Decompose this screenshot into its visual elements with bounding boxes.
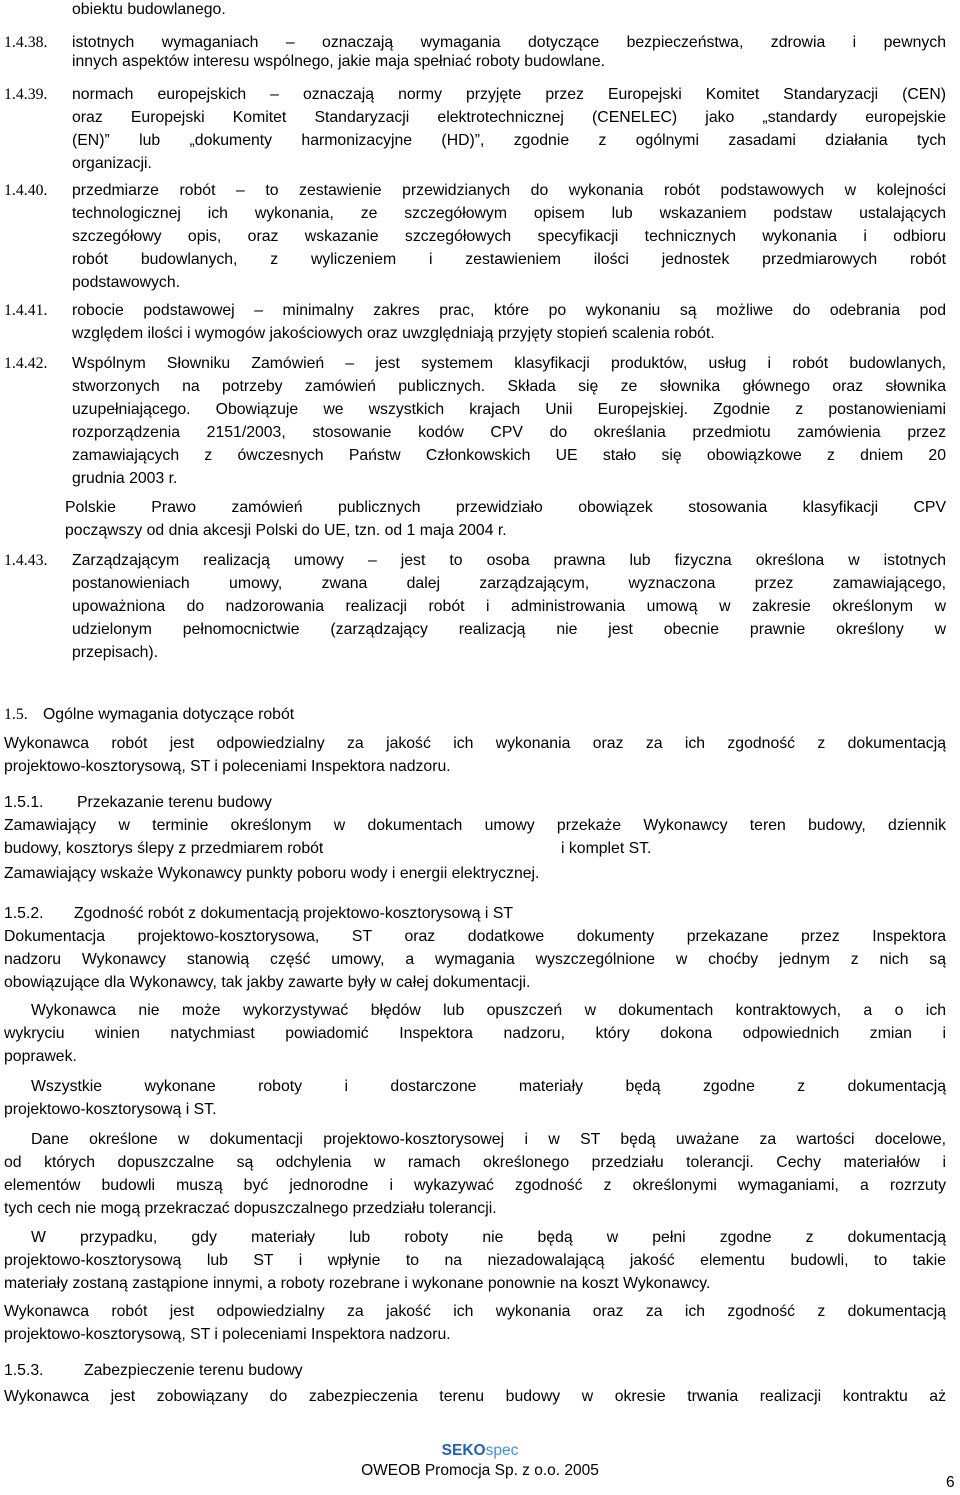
definition-line: szczegółowy opis, oraz wskazanie szczegółowych specyfikacji technicznych wykonania i odbioru xyxy=(72,228,946,245)
paragraph-line: Wykonawca robót jest odpowiedzialny za jakość ich wykonania oraz za ich zgodność z dokumentacją xyxy=(4,1303,946,1320)
paragraph-line: Wykonawca nie może wykorzystywać błędów lub opuszczeń w dokumentach kontraktowych, a o ich xyxy=(31,1002,946,1019)
paragraph-line: Wykonawca jest zobowiązany do zabezpieczenia terenu budowy w okresie trwania realizacji kontraktu aż xyxy=(4,1388,946,1405)
paragraph-line: materiały zostaną zastąpione innymi, a roboty rozebrane i wykonane ponownie na koszt Wykonawcy. xyxy=(4,1275,711,1292)
definition-line: stworzonych na potrzeby zamówień publicznych. Składa się ze słownika głównego oraz słownika xyxy=(72,378,946,395)
definition-line: rozporządzenia 2151/2003, stosowanie kodów CPV do określania przedmiotu zamówienia przez xyxy=(72,424,946,441)
section-title: Ogólne wymagania dotyczące robót xyxy=(43,706,295,723)
section-number: 1.5. xyxy=(4,706,28,723)
definition-line: innych aspektów interesu wspólnego, jakie maja spełniać roboty budowlane. xyxy=(72,53,606,70)
definition-line: organizacji. xyxy=(72,155,152,172)
paragraph-line: Dane określone w dokumentacji projektowo-kosztorysowej i w ST będą uważane za wartości docelowe, xyxy=(31,1131,946,1148)
paragraph-line: nadzoru Wykonawcy stanowią część umowy, a wymagania wyszczególnione w choćby jednym z nich są xyxy=(4,951,946,968)
item-number: 1.4.43. xyxy=(4,552,48,569)
definition-line: uzupełniającego. Obowiązuje we wszystkich krajach Unii Europejskiej. Zgodnie z postanowieniami xyxy=(72,401,946,418)
definition-line: Polskie Prawo zamówień publicznych przewidziało obowiązek stosowania klasyfikacji CPV xyxy=(65,499,946,516)
paragraph-line: projektowo-kosztorysową, ST i poleceniami Inspektora nadzoru. xyxy=(4,1326,451,1343)
section-number: 1.5.3. xyxy=(4,1362,44,1379)
section-number: 1.5.2. xyxy=(4,905,44,922)
definition-line: przedmiarze robót – to zestawienie przewidzianych do wykonania robót podstawowych w kolejności xyxy=(72,182,946,199)
item-number: 1.4.39. xyxy=(4,86,48,103)
definition-line: robocie podstawowej – minimalny zakres prac, które po wykonaniu są możliwe do odebrania pod xyxy=(72,302,946,319)
paragraph-line: od których dopuszczalne są odchylenia w ramach określonego przedziału tolerancji. Cechy materiałów i xyxy=(4,1154,946,1171)
item-number: 1.4.42. xyxy=(4,355,48,372)
footer-brand-logo: SEKOspec xyxy=(441,1442,519,1459)
definition-line: upoważniona do nadzorowania realizacji robót i administrowania umową w zakresie określonym w xyxy=(72,598,946,615)
item-number: 1.4.41. xyxy=(4,302,48,319)
section-title: Zabezpieczenie terenu budowy xyxy=(84,1362,303,1379)
definition-line: Wspólnym Słowniku Zamówień – jest systemem klasyfikacji produktów, usług i robót budowlanych, xyxy=(72,355,946,372)
page-number: 6 xyxy=(946,1474,955,1491)
paragraph-line: budowy, kosztorys ślepy z przedmiarem robót xyxy=(4,840,324,857)
definition-line: istotnych wymaganiach – oznaczają wymagania dotyczące bezpieczeństwa, zdrowia i pewnych xyxy=(72,34,946,51)
item-number: 1.4.40. xyxy=(4,182,48,199)
paragraph-line: poprawek. xyxy=(4,1048,77,1065)
definition-line: postanowieniach umowy, zwana dalej zarządzającym, wyznaczona przez zamawiającego, xyxy=(72,575,946,592)
definition-line: zamawiających z ówczesnych Państw Członkowskich UE stało się obowiązkowe z dniem 20 xyxy=(72,447,946,464)
paragraph-line: obowiązujące dla Wykonawcy, tak jakby zawarte były w całej dokumentacji. xyxy=(4,974,531,991)
definition-line: względem ilości i wymogów jakościowych oraz uwzględniają przyjęty stopień scalenia robót. xyxy=(72,325,715,342)
definition-line: udzielonym pełnomocnictwie (zarządzający realizacją nie jest obecnie prawnie określony w xyxy=(72,621,946,638)
paragraph-line: Wykonawca robót jest odpowiedzialny za jakość ich wykonania oraz za ich zgodność z dokumentacją xyxy=(4,735,946,752)
definition-line: Zarządzającym realizacją umowy – jest to osoba prawna lub fizyczna określona w istotnych xyxy=(72,552,946,569)
footer-copyright: OWEOB Promocja Sp. z o.o. 2005 xyxy=(361,1462,599,1479)
definition-line: technologicznej ich wykonania, ze szczegółowym opisem lub wskazaniem podstaw ustalających xyxy=(72,205,946,222)
section-number: 1.5.1. xyxy=(4,794,44,811)
paragraph-line: projektowo-kosztorysową lub ST i wpłynie to na niezadowalającą jakość elementu budowli, to takie xyxy=(4,1252,946,1269)
section-title: Zgodność robót z dokumentacją projektowo-kosztorysową i ST xyxy=(74,905,514,922)
paragraph-line: elementów budowli muszą być jednorodne i wykazywać zgodność z określonymi wymaganiami, a rozrzuty xyxy=(4,1177,946,1194)
definition-line: oraz Europejski Komitet Standaryzacji elektrotechnicznej (CENELEC) jako „standardy europejskie xyxy=(72,109,946,126)
paragraph-line: Zamawiający wskaże Wykonawcy punkty poboru wody i energii elektrycznej. xyxy=(4,865,540,882)
section-title: Przekazanie terenu budowy xyxy=(77,794,272,811)
definition-line: przepisach). xyxy=(72,644,159,661)
paragraph-line: projektowo-kosztorysową, ST i poleceniami Inspektora nadzoru. xyxy=(4,758,451,775)
paragraph-line: Wszystkie wykonane roboty i dostarczone materiały będą zgodne z dokumentacją xyxy=(31,1078,946,1095)
paragraph-line: Zamawiający w terminie określonym w dokumentach umowy przekaże Wykonawcy teren budowy, dziennik xyxy=(4,817,946,834)
definition-line: (EN)” lub „dokumenty harmonizacyjne (HD)”, zgodnie z ogólnymi zasadami działania tych xyxy=(72,132,946,149)
definition-line: podstawowych. xyxy=(72,274,181,291)
definition-line: robót budowlanych, z wyliczeniem i zestawieniem ilości jednostek przedmiarowych robót xyxy=(72,251,946,268)
paragraph-line: tych cech nie mogą przekraczać dopuszczalnego przedziału tolerancji. xyxy=(4,1200,497,1217)
definition-line: począwszy od dnia akcesji Polski do UE, tzn. od 1 maja 2004 r. xyxy=(65,522,507,539)
paragraph-line: W przypadku, gdy materiały lub roboty nie będą w pełni zgodne z dokumentacją xyxy=(31,1229,946,1246)
definition-line: grudnia 2003 r. xyxy=(72,470,178,487)
paragraph-line: Dokumentacja projektowo-kosztorysowa, ST oraz dodatkowe dokumenty przekazane przez Inspektora xyxy=(4,928,946,945)
text-line: obiektu budowlanego. xyxy=(72,1,226,18)
paragraph-line: wykryciu winien natychmiast powiadomić Inspektora nadzoru, który dokona odpowiednich zmian i xyxy=(4,1025,946,1042)
item-number: 1.4.38. xyxy=(4,34,48,51)
definition-line: normach europejskich – oznaczają normy przyjęte przez Europejski Komitet Standaryzacji (CEN) xyxy=(72,86,946,103)
paragraph-line: projektowo-kosztorysową i ST. xyxy=(4,1101,217,1118)
paragraph-line: i komplet ST. xyxy=(561,840,652,857)
